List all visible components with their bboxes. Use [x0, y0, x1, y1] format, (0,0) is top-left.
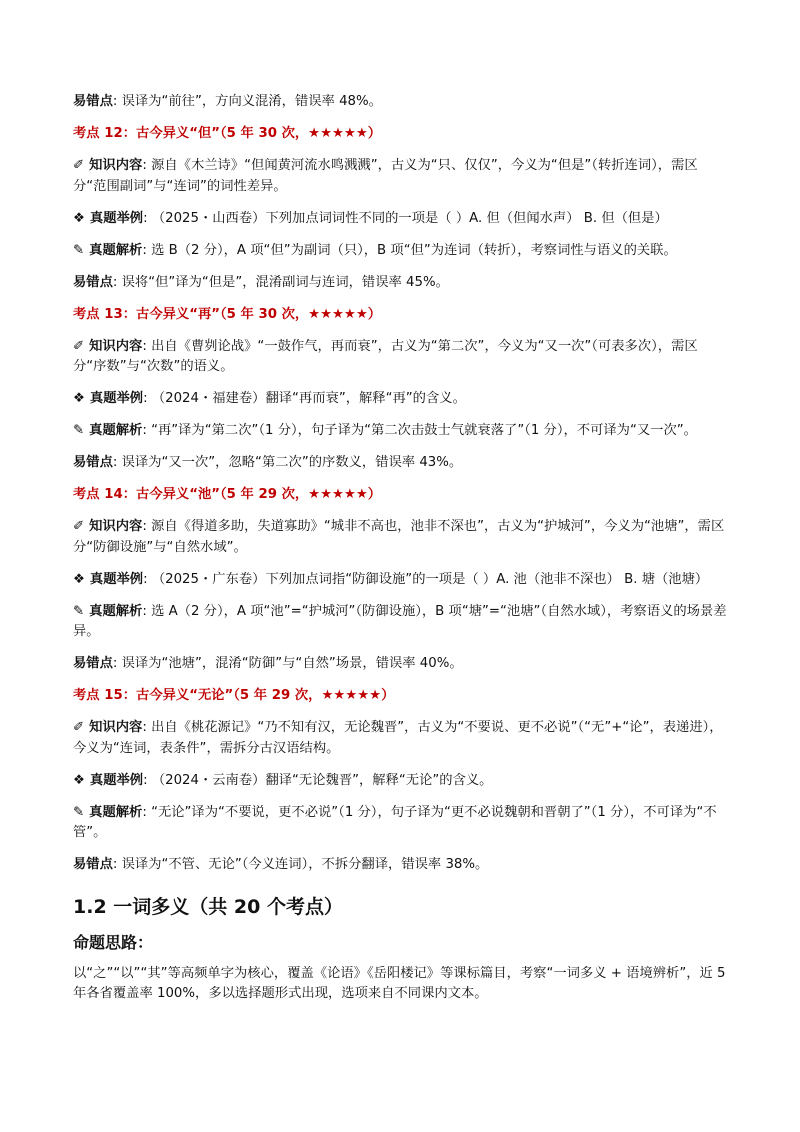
knowledge-line: ✐ 知识内容: 出自《曹刿论战》“一鼓作气，再而衰”，古义为“第二次”，今义为“又一次”（可表多次），需区分“序数”与“次数”的语义。: [73, 338, 698, 374]
analysis-label: 真题解析: [89, 423, 143, 438]
knowledge-label: 知识内容: [89, 519, 143, 534]
mistake-label: 易错点: [73, 274, 113, 290]
mistake-line: 易错点: 误译为“又一次”，忽略“第二次”的序数义，错误率 43%。: [73, 455, 463, 470]
analysis-line: ✎ 真题解析: “无论”译为“不要说，更不必说”（1 分），句子译为“更不必说魏朝和晋朝了”（1 分），不可译为“不管”。: [73, 804, 717, 840]
section-title: 1.2 一词多义（共 20 个考点）: [73, 895, 343, 918]
prev-mistake-line: 易错点: 误译为“前往”，方向义混淆，错误率 48%。: [73, 94, 382, 109]
analysis-line: ✎ 真题解析: 选 B（2 分），A 项“但”为副词（只），B 项“但”为连词（转折），考察词性与语义的关联。: [73, 241, 728, 262]
analysis-label: 真题解析: [89, 242, 143, 258]
section-body: 以“之”“以”“其”等高频单字为核心，覆盖《论语》《岳阳楼记》等课标篇目，考察“一词多义 + 语境辨析”，近 5 年各省覆盖率 100%，多以选择题形式出现，选项来自不同课内文本。: [73, 965, 726, 1001]
pen-icon: ✎: [73, 423, 85, 438]
exam-point-title: 考点 13：古今异义“再”（5 年 30 次，★★★★★）: [73, 306, 382, 322]
exam-point-title: 考点 15：古今异义“无论”（5 年 29 次，★★★★★）: [73, 688, 395, 703]
knowledge-line: ✐ 知识内容: 源自《木兰诗》“但闻黄河流水鸣溅溅”，古义为“只、仅仅”，今义为“但是”（转折连词），需区分“范围副词”与“连词”的词性差异。: [73, 158, 698, 194]
pencil-icon: ✐: [73, 338, 85, 354]
mistake-line: 易错点: 误译为“不管、无论”（今义连词），不拆分翻译，错误率 38%。: [73, 857, 489, 872]
mistake-label: 易错点: [73, 455, 113, 470]
pencil-icon: ✐: [73, 519, 85, 534]
example-line: ❖ 真题举例: （2024・云南卷）翻译“无论魏晋”，解释“无论”的含义。: [73, 771, 728, 792]
diamond-icon: ❖: [73, 210, 85, 226]
analysis-line: ✎ 真题解析: 选 A（2 分），A 项“池”=“护城河”（防御设施），B 项“塘”=“池塘”（自然水域），考察语义的场景差异。: [73, 603, 727, 639]
pen-icon: ✎: [73, 804, 85, 820]
mistake-label: 易错点: [73, 94, 113, 109]
diamond-icon: ❖: [73, 772, 85, 788]
example-label: 真题举例: [89, 571, 144, 587]
analysis-line: ✎ 真题解析: “再”译为“第二次”（1 分），句子译为“第二次击鼓士气就衰落了”（1 分），不可译为“又一次”。: [73, 421, 728, 442]
document-page: [73, 92, 728, 1016]
analysis-label: 真题解析: [89, 603, 143, 619]
exam-point-13: [73, 305, 728, 474]
example-label: 真题举例: [89, 772, 144, 788]
knowledge-line: ✐ 知识内容: 源自《得道多助，失道寡助》“城非不高也，池非不深也”，古义为“护城河”，今义为“池塘”，需区分“防御设施”与“自然水域”。: [73, 519, 725, 555]
mistake-line: 易错点: 误将“但”译为“但是”，混淆副词与连词，错误率 45%。: [73, 274, 449, 290]
pencil-icon: ✐: [73, 158, 85, 173]
exam-point-12: [73, 124, 728, 293]
example-label: 真题举例: [89, 210, 144, 226]
pen-icon: ✎: [73, 603, 85, 619]
section-subheading: 命题思路：: [73, 932, 154, 952]
mistake-line: 易错点: 误译为“池塘”，混淆“防御”与“自然”场景，错误率 40%。: [73, 656, 463, 671]
example-label: 真题举例: [89, 391, 144, 406]
knowledge-label: 知识内容: [89, 338, 143, 354]
pen-icon: ✎: [73, 242, 85, 258]
pencil-icon: ✐: [73, 720, 85, 735]
example-line: ❖ 真题举例: （2025・山西卷）下列加点词词性不同的一项是（ ）A. 但（但闻水声） B. 但（但是）: [73, 209, 728, 230]
exam-point-title: 考点 14：古今异义“池”（5 年 29 次，★★★★★）: [73, 487, 382, 502]
exam-point-title: 考点 12：古今异义“但”（5 年 30 次，★★★★★）: [73, 126, 382, 141]
exam-point-15: [73, 686, 728, 876]
example-line: ❖ 真题举例: （2024・福建卷）翻译“再而衰”，解释“再”的含义。: [73, 389, 728, 410]
diamond-icon: ❖: [73, 571, 85, 587]
mistake-label: 易错点: [73, 656, 113, 671]
diamond-icon: ❖: [73, 391, 85, 406]
exam-point-14: [73, 485, 728, 675]
knowledge-line: ✐ 知识内容: 出自《桃花源记》“乃不知有汉，无论魏晋”，古义为“不要说、更不必说”（“无”+“论”，表递进），今义为“连词，表条件”，需拆分古汉语结构。: [73, 720, 723, 756]
analysis-label: 真题解析: [89, 804, 143, 820]
mistake-text: 误译为“前往”，方向义混淆，错误率 48%。: [121, 94, 382, 109]
knowledge-label: 知识内容: [89, 158, 143, 173]
mistake-label: 易错点: [73, 857, 113, 872]
knowledge-label: 知识内容: [89, 720, 143, 735]
example-line: ❖ 真题举例: （2025・广东卷）下列加点词指“防御设施”的一项是（ ）A. 池（池非不深也） B. 塘（池塘）: [73, 570, 728, 591]
